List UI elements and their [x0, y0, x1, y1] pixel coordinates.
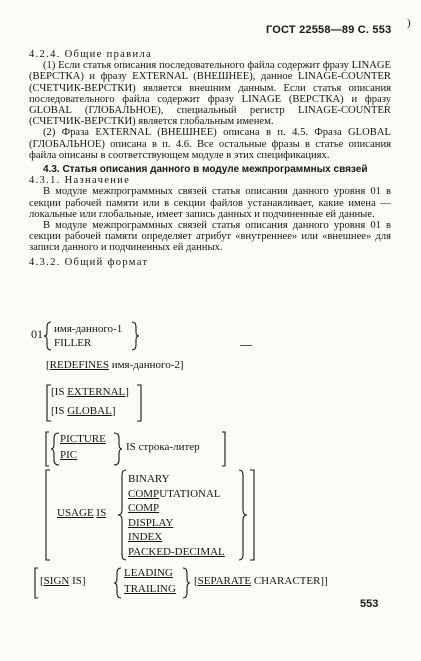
- external-clause: [IS EXTERNAL]: [51, 386, 129, 398]
- leading-keyword: LEADING: [124, 567, 173, 579]
- usage-options: [128, 472, 225, 560]
- usage-option: [128, 530, 225, 545]
- bracket-right-usage: [250, 469, 258, 561]
- body-text: [29, 49, 391, 268]
- section-heading-43: 4.3. Статья описания данного в модуле межпрограммных связей: [43, 164, 368, 176]
- usage-keyword: USAGE: [57, 507, 94, 519]
- global-clause: [IS GLOBAL]: [51, 405, 116, 417]
- is-keyword: IS: [54, 405, 65, 417]
- option-data-name-1: имя-данного-1: [54, 323, 123, 335]
- trailing-keyword: TRAILING: [124, 583, 176, 595]
- usage-option-keyword: INDEX: [128, 531, 163, 544]
- page-header: ГОСТ 22558—89 С. 553: [266, 24, 392, 36]
- option-filler: FILLER: [54, 337, 92, 349]
- paragraph-3: В модуле межпрограммных связей статья описания данного уровня 01 в секции рабочей памяти или в секции файлов устанавливает, какие имена — локальные или глобальные, имеет запись данных и подчиненные ей данные.: [29, 186, 391, 220]
- redefines-keyword: REDEFINES: [49, 359, 109, 371]
- usage-option-keyword: DISPLAY: [128, 516, 174, 529]
- usage-option-keyword: COMP: [128, 502, 160, 515]
- usage-option-text: BINARY: [128, 473, 170, 485]
- page-number: 553: [360, 598, 379, 610]
- external-keyword: EXTERNAL: [67, 386, 126, 398]
- section-heading-431: 4.3.1. Назначение: [29, 175, 131, 187]
- redefines-operand: имя-данного-2]: [108, 359, 184, 371]
- picture-keyword: PICTURE: [60, 433, 106, 445]
- sign-clause: [SIGN IS]: [40, 575, 86, 587]
- redefines-clause: [REDEFINES имя-данного-2]: [46, 359, 184, 371]
- usage-option: [128, 501, 225, 516]
- usage-option-keyword: COMP: [128, 487, 160, 500]
- margin-dash: [240, 345, 252, 346]
- brace-right-usage: [238, 469, 250, 561]
- section-heading-432: 4.3.2. Общий формат: [29, 256, 149, 268]
- level-number: 01: [31, 327, 43, 341]
- bracket-right-ext: [134, 384, 146, 422]
- usage-option: [128, 516, 225, 531]
- paragraph-1: (1) Если статья описания последовательного файла содержит фразу LINAGE (ВЕРСТКА) и фразу EXTERNAL (ВНЕШНЕЕ), данное LINAGE-COUNTER (СЧЕТЧИК-ВЕРСТКИ) является внешним данным. Если статья описания последовательного файла содержит фразу LINAGE (ВЕРСТКА) и фразу GLOBAL (ГЛОБАЛЬНОЕ), специальный регистр LINAGE-COUNTER (СЧЕТЧИК-ВЕРСТКИ) является глобальным именем.: [29, 60, 391, 128]
- paragraph-4: В модуле межпрограммных связей статья описания данного уровня 01 в секции рабочей памяти определяет атрибут «внутреннее» или «внешнее» для записи данного и подчиненных ей данных.: [29, 220, 391, 254]
- sign-keyword: SIGN: [43, 575, 70, 587]
- brace-right-pic: [114, 431, 124, 467]
- brace-left-usage: [116, 469, 128, 561]
- usage-option: [128, 487, 225, 502]
- usage-clause: [57, 507, 106, 519]
- brace-right-sign: [182, 567, 192, 599]
- pic-keyword: PIC: [60, 449, 78, 461]
- usage-is: IS: [96, 507, 107, 519]
- bracket-right-pic: [222, 431, 230, 467]
- separate-keyword: SEPARATE: [197, 575, 252, 587]
- usage-option: [128, 545, 225, 560]
- usage-option-keyword: PACKED-DECIMAL: [128, 545, 225, 558]
- global-keyword: GLOBAL: [67, 405, 112, 417]
- corner-mark: ): [407, 17, 411, 29]
- separate-clause: [SEPARATE CHARACTER]]: [194, 575, 328, 587]
- picture-operand: IS строка-литер: [126, 441, 200, 453]
- brace-left-1: [44, 321, 54, 351]
- bracket-left-usage: [44, 469, 54, 561]
- section-heading-424: 4.2.4. Общие правила: [29, 49, 153, 60]
- is-keyword: IS: [54, 386, 65, 398]
- usage-option-suffix: UTATIONAL: [159, 487, 221, 500]
- sign-is: IS]: [69, 575, 86, 587]
- brace-right-1: [132, 321, 142, 351]
- brace-left-sign: [113, 567, 123, 599]
- paragraph-2: (2) Фраза EXTERNAL (ВНЕШНЕЕ) описана в п. 4.5. Фраза GLOBAL (ГЛОБАЛЬНОЕ) описана в п. 4.6. Все остальные фразы в статье описания файла описаны в соответствующем модуле в этих спецификациях.: [29, 127, 391, 161]
- separate-operand: CHARACTER]]: [251, 575, 328, 587]
- usage-option: [128, 472, 225, 487]
